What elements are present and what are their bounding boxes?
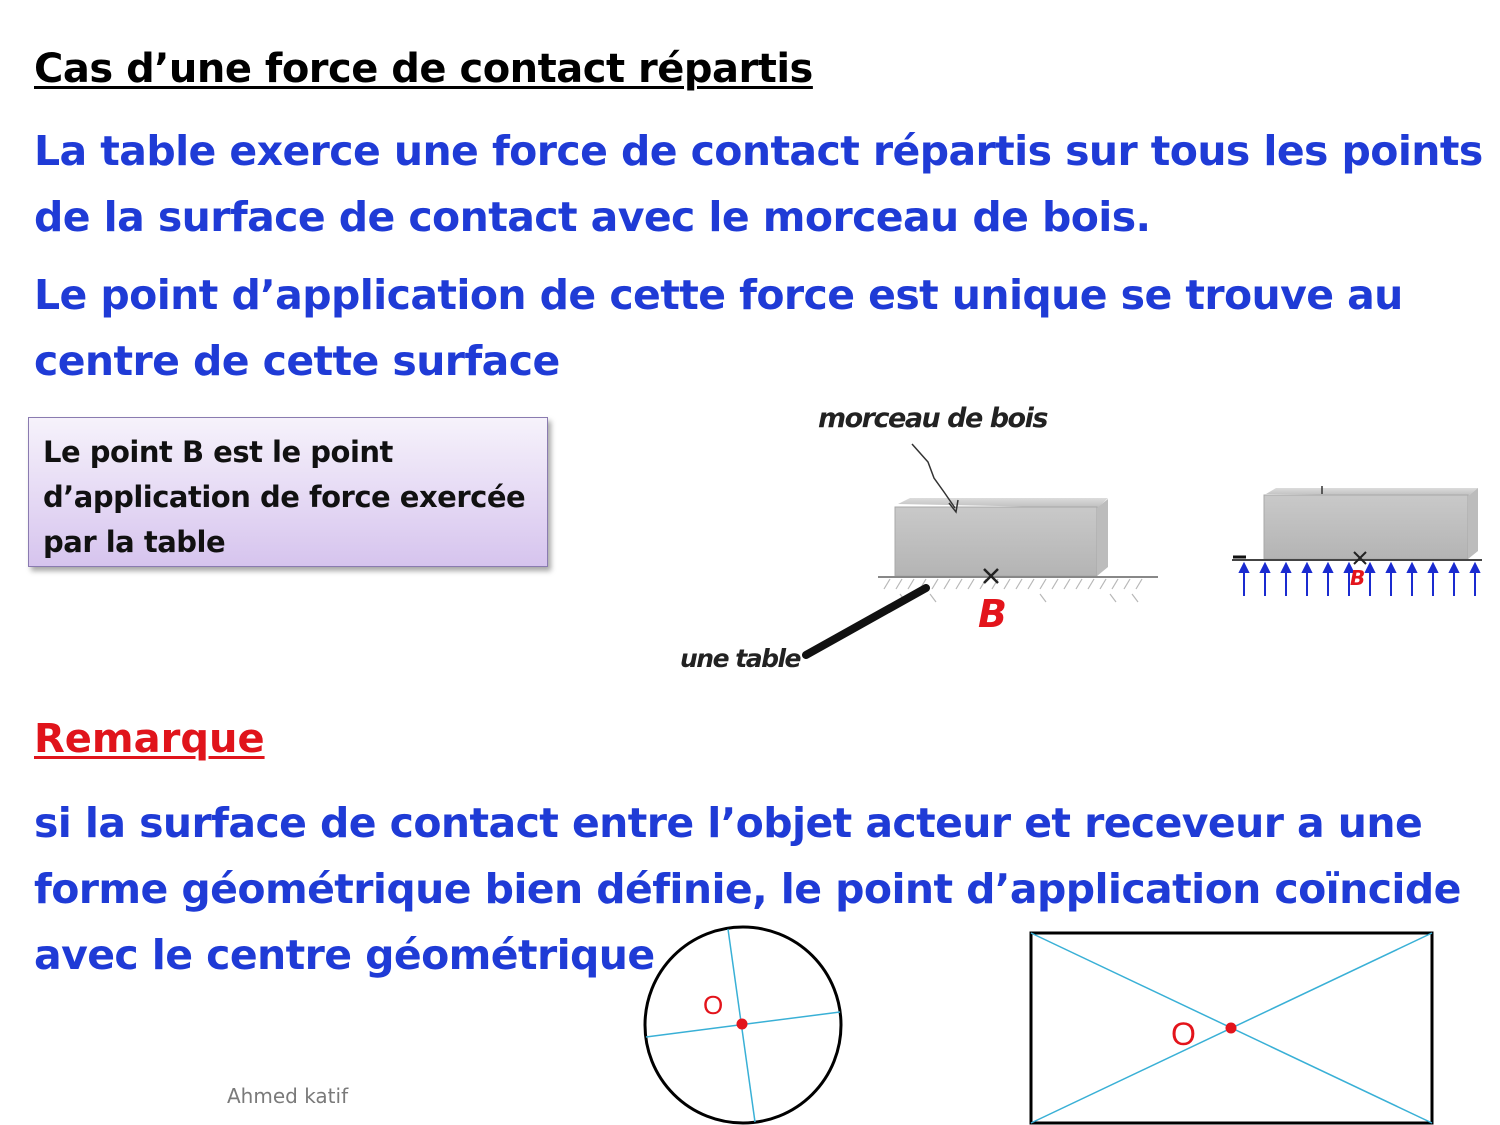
block-front xyxy=(895,507,1097,576)
rectangle-center-label: O xyxy=(1171,1016,1196,1052)
label-une-table: une table xyxy=(680,644,800,673)
figure-distributed-arrows xyxy=(1232,486,1482,596)
block-2-front xyxy=(1264,495,1468,559)
label-morceau-de-bois: morceau de bois xyxy=(818,403,1047,434)
circle-center-label: O xyxy=(703,990,724,1020)
rectangle-figure xyxy=(1031,933,1432,1123)
rectangle-center-point xyxy=(1226,1023,1237,1034)
remark-heading: Remarque xyxy=(34,716,265,762)
circle-figure xyxy=(645,927,841,1123)
paragraph-distributed-force: La table exerce une force de contact répartis sur tous les points de la surface de contact avec le morceau de bois. xyxy=(34,127,1483,241)
paragraph-application-point: Le point d’application de cette force est unique se trouve au centre de cette surface xyxy=(34,271,1403,385)
point-label-b-2: B xyxy=(1350,566,1366,590)
figure-block-on-table xyxy=(680,403,1158,673)
pointer-line-table xyxy=(806,588,926,655)
slide-title: Cas d’une force de contact répartis xyxy=(34,46,813,92)
block-2-side xyxy=(1468,488,1478,559)
remark-text: si la surface de contact entre l’objet acteur et receveur a une forme géométrique bien définie, le point d’application coïncide avec le centre géométrique xyxy=(34,799,1461,979)
note-box: Le point B est le point d’application de force exercée par la table xyxy=(28,417,548,567)
block-side xyxy=(1097,499,1108,576)
author-credit: Ahmed katif xyxy=(227,1084,349,1108)
circle-center-point xyxy=(737,1019,748,1030)
point-label-b: B xyxy=(978,592,1007,636)
